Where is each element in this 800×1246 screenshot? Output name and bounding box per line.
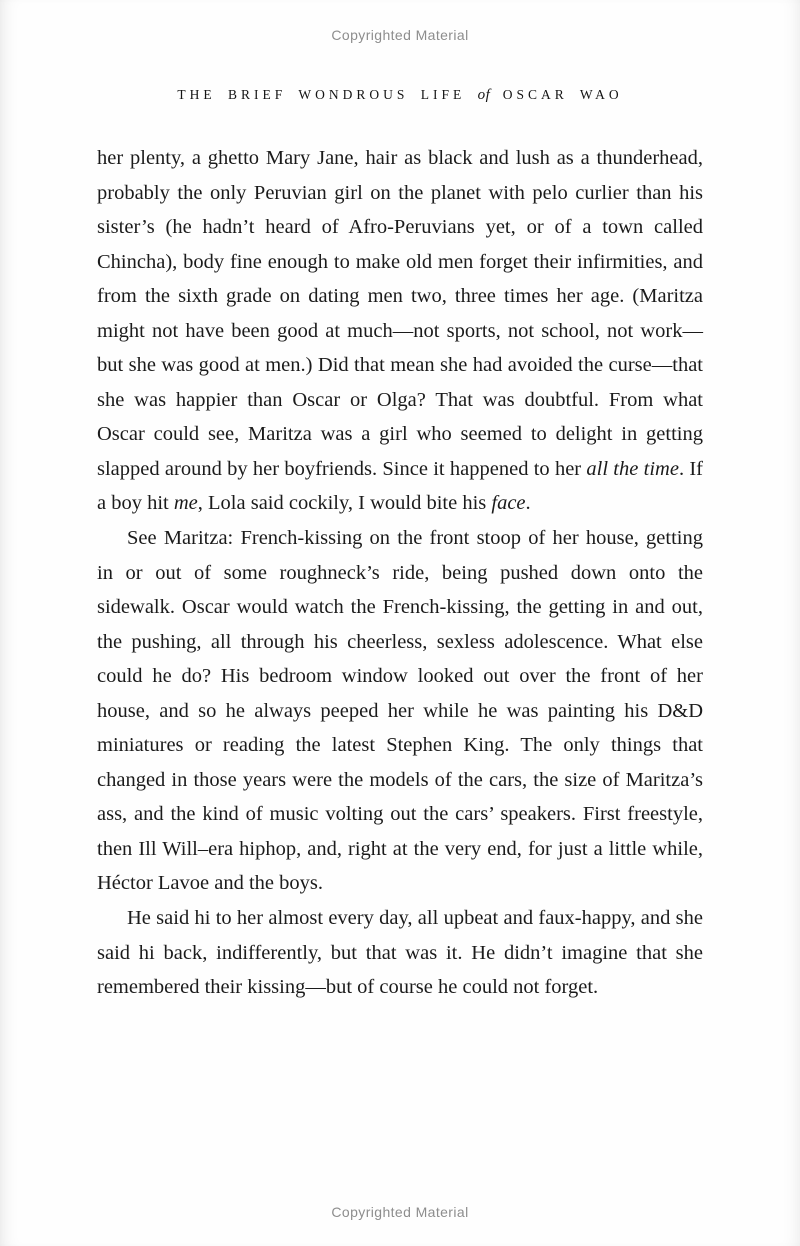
paragraph: her plenty, a ghetto Mary Jane, hair as black and lush as a thunderhead, probably the only Peruvian girl on the planet with pelo curlier than his sister’s (he hadn’t heard of Afro-Peruvians yet, or of a town called Chincha), body fine enough to make old men forget their infirmities, and from the sixth grade on dating men two, three times her age. (Maritza might not have been good at much—not sports, not school, not work—but she was good at men.) Did that mean she had avoided the curse—that she was happier than Oscar or Olga? That was doubtful. From what Oscar could see, Maritza was a girl who seemed to delight in getting slapped around by her boyfriends. Since it happened to her all the time. If a boy hit me, Lola said cockily, I would bite his face. <box>97 147 703 515</box>
paragraph: He said hi to her almost every day, all upbeat and faux-happy, and she said hi back, indifferently, but that was it. He didn’t imagine that she remembered their kissing—but of course he could not forget. <box>97 907 703 999</box>
running-header-segment: OSCAR WAO <box>490 87 623 102</box>
running-header-segment: THE BRIEF WONDROUS LIFE <box>177 87 478 102</box>
paragraph: See Maritza: French-kissing on the front stoop of her house, getting in or out of some roughneck’s ride, being pushed down onto the sidewalk. Oscar would watch the French-kissing, the getting in and out, the pushing, all through his cheerless, sexless adolescence. What else could he do? His bedroom window looked out over the front of her house, and so he always peeped her while he was painting his D&D miniatures or reading the latest Stephen King. The only things that changed in those years were the models of the cars, the size of Maritza’s ass, and the kind of music volting out the cars’ speakers. First freestyle, then Ill Will–era hiphop, and, right at the very end, for just a little while, Héctor Lavoe and the boys. <box>97 527 703 895</box>
body-text <box>97 141 703 1005</box>
running-header-segment: of <box>477 87 491 103</box>
copyright-notice-bottom: Copyrighted Material <box>331 1204 469 1220</box>
copyright-notice-top: Copyrighted Material <box>331 27 469 43</box>
running-header <box>0 86 800 104</box>
